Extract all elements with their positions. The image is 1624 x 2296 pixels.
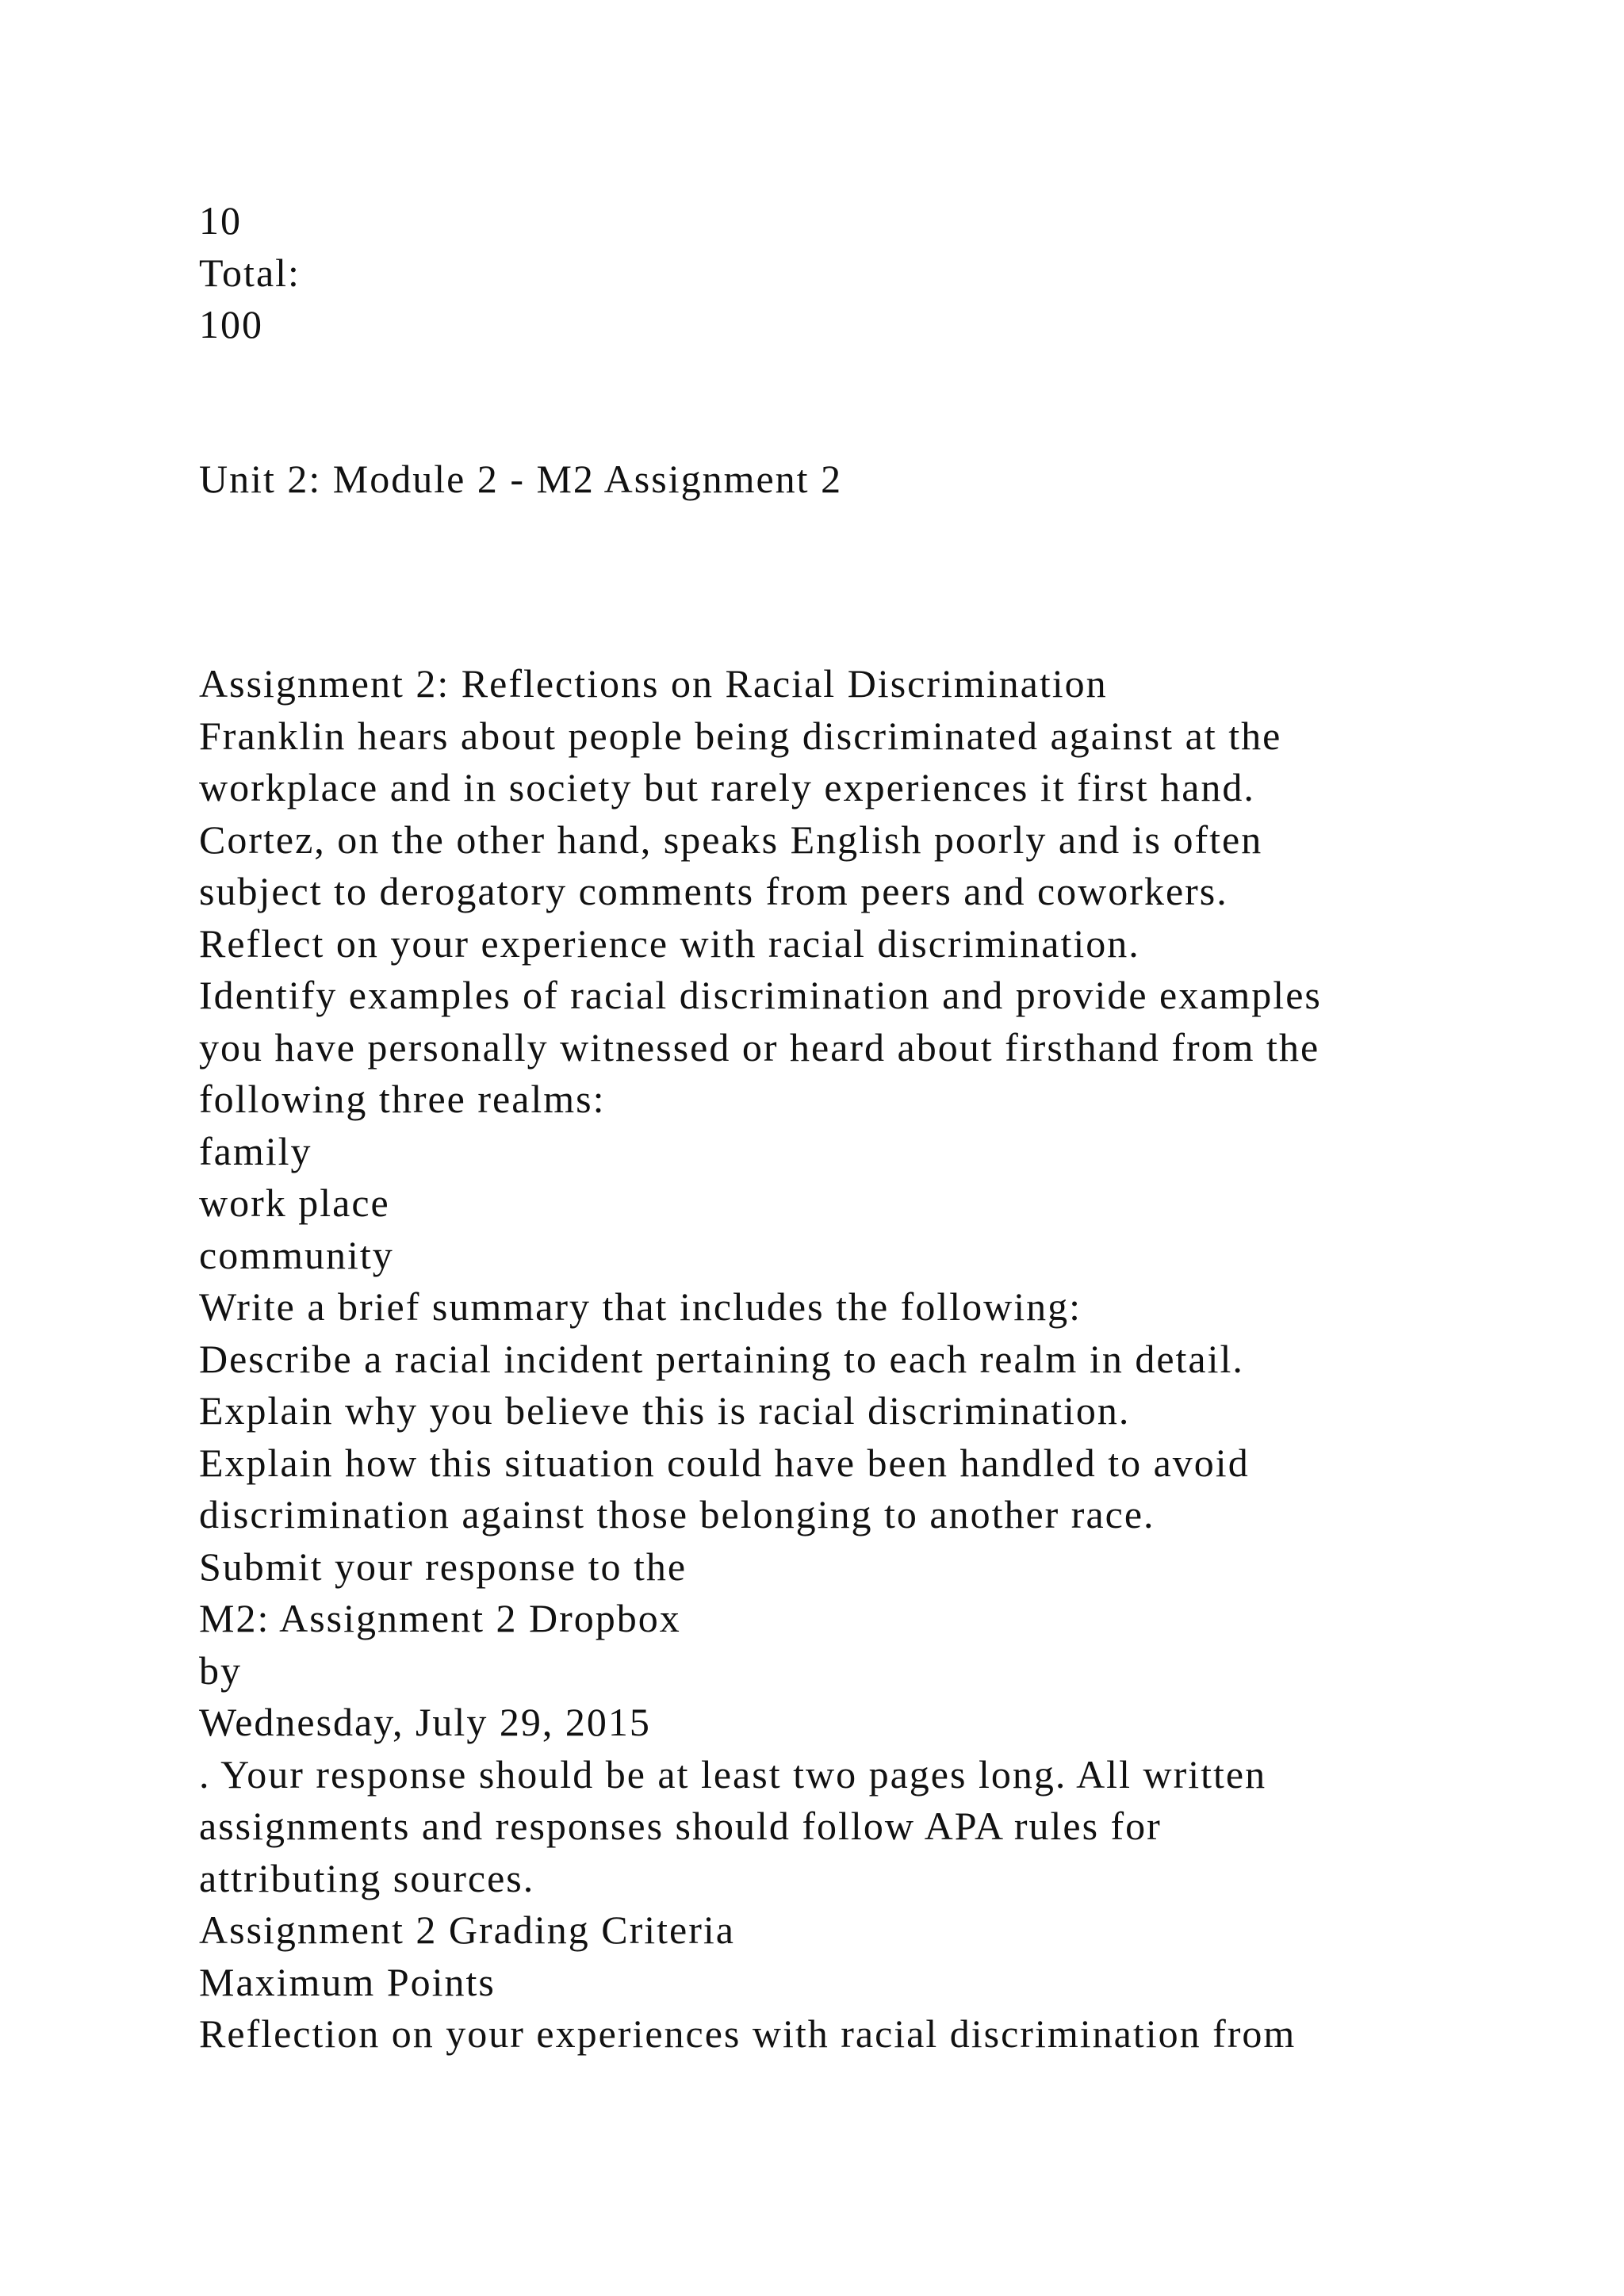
dropbox-name: M2: Assignment 2 Dropbox: [199, 1596, 681, 1640]
spacer: [199, 351, 1468, 453]
realm-item: work place: [199, 1181, 390, 1225]
body-line: . Your response should be at least two pages long. All written: [199, 1751, 1267, 1797]
realm-item: community: [199, 1232, 394, 1277]
body-line: Write a brief summary that includes the following:: [199, 1284, 1082, 1329]
body-line: Identify examples of racial discrimination and provide examples: [199, 973, 1322, 1017]
body-line: following three realms:: [199, 1077, 606, 1121]
body-line: attributing sources.: [199, 1855, 535, 1900]
body-line: Reflect on your experience with racial discrimination.: [199, 920, 1140, 966]
total-value: 100: [199, 302, 263, 346]
body-line: subject to derogatory comments from peers and coworkers.: [199, 869, 1228, 913]
body-line: by: [199, 1647, 242, 1693]
body-line: Franklin hears about people being discriminated against at the: [199, 713, 1282, 758]
total-label: Total:: [199, 250, 301, 295]
body-line: Submit your response to the: [199, 1544, 688, 1589]
body-line: you have personally witnessed or heard about firsthand from the: [199, 1024, 1320, 1070]
body-line: assignments and responses should follow APA rules for: [199, 1804, 1162, 1848]
body-line: Cortez, on the other hand, speaks English poorly and is often: [199, 817, 1263, 862]
spacer: [199, 505, 1468, 658]
body-line: Explain why you believe this is racial discrimination.: [199, 1388, 1131, 1433]
grading-criteria-heading: Assignment 2 Grading Criteria: [199, 1908, 735, 1952]
score-value: 10: [199, 198, 242, 243]
unit-title: Unit 2: Module 2 - M2 Assignment 2: [199, 456, 843, 501]
due-date: Wednesday, July 29, 2015: [199, 1700, 651, 1744]
body-line: discrimination against those belonging to another race.: [199, 1492, 1155, 1536]
maximum-points-heading: Maximum Points: [199, 1959, 496, 2004]
body-line: Describe a racial incident pertaining to each realm in detail.: [199, 1336, 1244, 1381]
body-line: workplace and in society but rarely experiences it first hand.: [199, 765, 1255, 809]
body-line: Explain how this situation could have been handled to avoid: [199, 1440, 1250, 1485]
assignment-title: Assignment 2: Reflections on Racial Discrimination: [199, 661, 1108, 706]
realm-item: family: [199, 1128, 312, 1173]
document-body: [199, 195, 1468, 2061]
body-line: Reflection on your experiences with racial discrimination from: [199, 2011, 1297, 2056]
